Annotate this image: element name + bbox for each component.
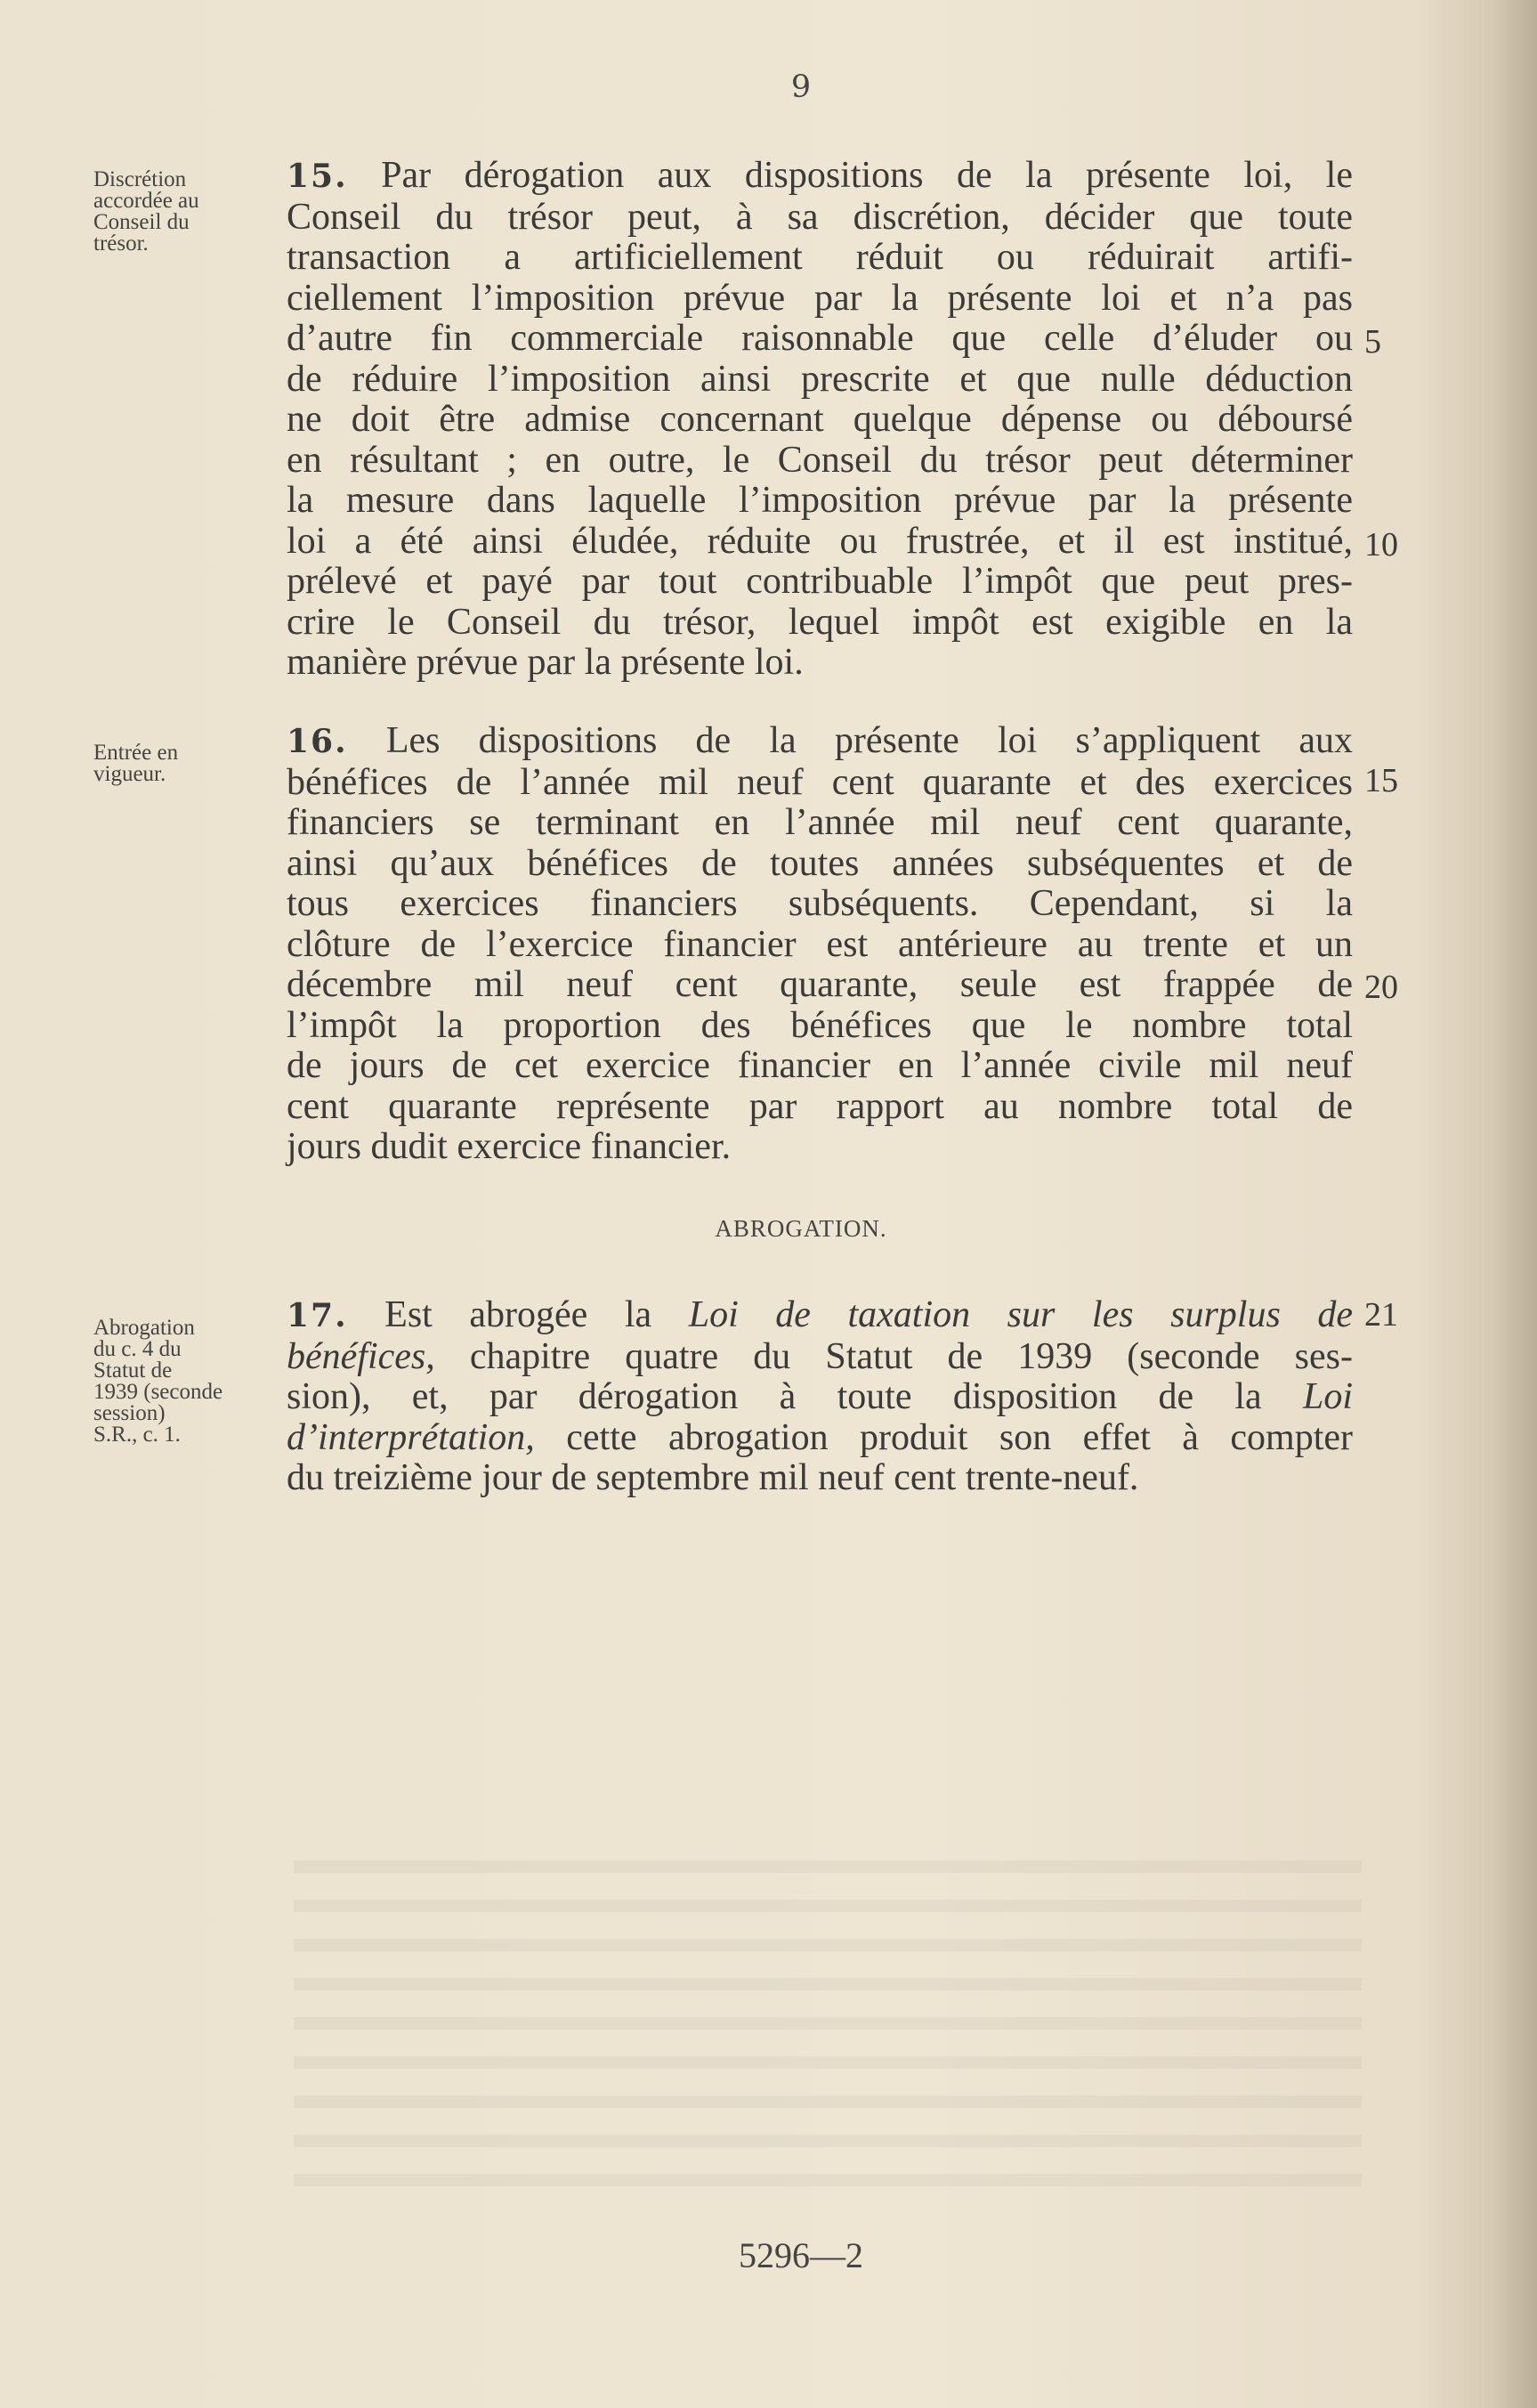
text-line: décembre mil neuf cent quarante, seule est frappée de xyxy=(287,964,1353,1005)
margin-note-line: S.R., c. 1. xyxy=(93,1423,181,1447)
margin-note-entree xyxy=(93,742,271,785)
text-line: ciellement l’imposition prévue par la présente loi et n’a pas xyxy=(287,277,1353,319)
section-17 xyxy=(287,1295,1353,1499)
text-line: transaction a artificiellement réduit ou réduirait artifi- xyxy=(287,237,1353,278)
text-line: la mesure dans laquelle l’imposition prévue par la présente xyxy=(287,480,1353,521)
text-line: clôture de l’exercice financier est antérieure au trente et un xyxy=(287,923,1353,965)
text-line: l’impôt la proportion des bénéfices que le nombre total xyxy=(287,1004,1353,1046)
text-fragment: cette abrogation produit son effet à compter xyxy=(534,1416,1353,1458)
margin-note-line: vigueur. xyxy=(93,762,166,786)
section-15 xyxy=(287,156,1353,684)
margin-note-line: Abrogation xyxy=(93,1316,195,1340)
text-line: de réduire l’imposition ainsi prescrite et que nulle déduction xyxy=(287,358,1353,400)
margin-note-line: du c. 4 du xyxy=(93,1337,182,1361)
section-number: 16. xyxy=(287,723,348,760)
law-title-italic: bénéfices, xyxy=(287,1335,435,1377)
text-line: crire le Conseil du trésor, lequel impôt est exigible en la xyxy=(287,601,1353,643)
text-line: manière prévue par la présente loi. xyxy=(287,642,804,683)
text-line: financiers se terminant en l’année mil neuf cent quarante, xyxy=(287,802,1353,843)
line-number: 20 xyxy=(1364,969,1398,1006)
section-heading: ABROGATION. xyxy=(715,1215,887,1242)
text-line: Conseil du trésor peut, à sa discrétion, décider que toute xyxy=(287,196,1353,238)
law-title-italic: d’interprétation, xyxy=(287,1416,535,1458)
text-line: Les dispositions de la présente loi s’appliquent aux xyxy=(347,720,1353,761)
margin-note-line: Statut de xyxy=(93,1358,173,1382)
section-number: 15. xyxy=(287,158,348,195)
line-number: 10 xyxy=(1364,526,1398,563)
footer-reference: 5296—2 xyxy=(739,2235,863,2275)
text-line: du treizième jour de septembre mil neuf cent trente-neuf. xyxy=(287,1457,1139,1498)
text-line: loi a été ainsi éludée, réduite ou frustrée, et il est institué, xyxy=(287,520,1353,562)
line-number: 15 xyxy=(1364,762,1398,799)
line-number: 5 xyxy=(1364,323,1381,361)
text-fragment: chapitre quatre du Statut de 1939 (seconde ses- xyxy=(434,1335,1353,1377)
text-line: bénéfices de l’année mil neuf cent quarante et des exercices xyxy=(287,761,1353,803)
law-title-italic: Loi de taxation sur les surplus de xyxy=(688,1294,1353,1335)
text-fragment: Est abrogée la xyxy=(347,1294,689,1335)
bleed-through-texture xyxy=(294,1834,1362,2190)
page-number: 9 xyxy=(790,69,812,105)
section-number: 17. xyxy=(287,1297,348,1334)
text-line: de jours de cet exercice financier en l’année civile mil neuf xyxy=(287,1045,1353,1086)
text-fragment: sion), et, par dérogation à toute disposition de la xyxy=(287,1376,1303,1417)
text-line: ainsi qu’aux bénéfices de toutes années subséquentes et de xyxy=(287,842,1353,884)
section-16 xyxy=(287,721,1353,1168)
text-line: prélevé et payé par tout contribuable l’impôt que peut pres- xyxy=(287,561,1353,602)
margin-note-line: Entrée en xyxy=(93,741,179,765)
text-line: jours dudit exercice financier. xyxy=(287,1126,732,1167)
margin-note-line: Discrétion xyxy=(93,167,187,191)
margin-note-line: accordée au xyxy=(93,189,199,213)
margin-note-line: Conseil du xyxy=(93,210,190,234)
margin-note-line: session) xyxy=(93,1401,166,1425)
text-line: Par dérogation aux dispositions de la présente loi, le xyxy=(347,155,1353,196)
text-line: d’autre fin commerciale raisonnable que celle d’éluder ou xyxy=(287,318,1353,359)
text-line: en résultant ; en outre, le Conseil du trésor peut déterminer xyxy=(287,439,1353,481)
margin-note-abrogation xyxy=(93,1318,271,1446)
text-line: tous exercices financiers subséquents. Cependant, si la xyxy=(287,883,1353,924)
law-title-italic: Loi xyxy=(1302,1376,1353,1417)
text-line: ne doit être admise concernant quelque dépense ou déboursé xyxy=(287,399,1353,440)
text-line: cent quarante représente par rapport au nombre total de xyxy=(287,1085,1353,1127)
margin-note-line: trésor. xyxy=(93,231,149,255)
margin-note-line: 1939 (seconde xyxy=(93,1380,223,1404)
line-number: 21 xyxy=(1364,1296,1398,1334)
margin-note-discretion xyxy=(93,169,271,255)
